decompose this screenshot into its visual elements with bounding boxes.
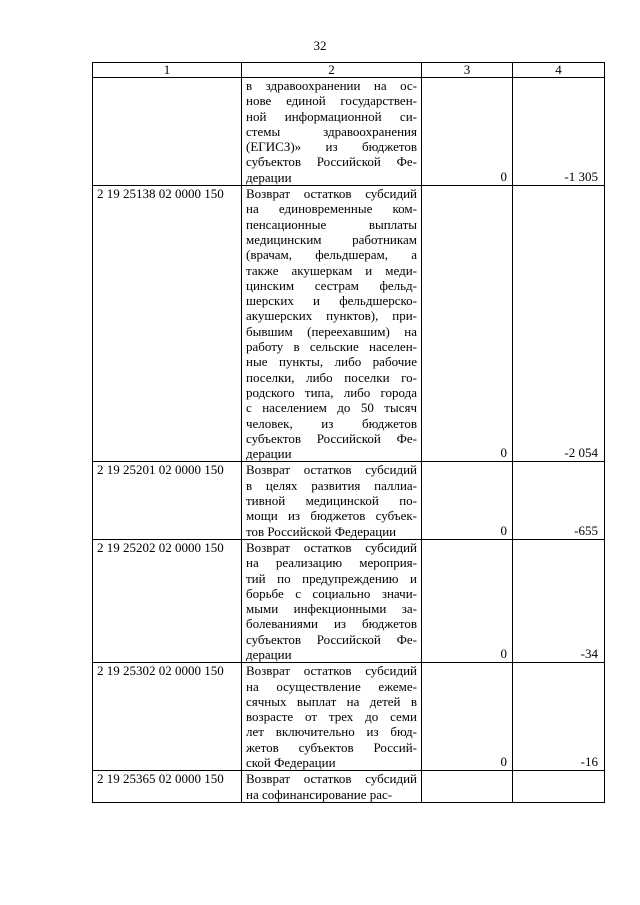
description-line: мыми инфекционными за- (246, 601, 417, 617)
budget-table (92, 62, 605, 803)
description-line: Возврат остатков субсидий (246, 186, 417, 202)
table-row (93, 186, 605, 462)
description-line: на единовременные ком- (246, 201, 417, 217)
description-line: тов Российской Федерации (246, 523, 397, 539)
item-description (242, 539, 422, 662)
amount-column-3: 0 (422, 78, 513, 186)
description-line: нове единой государствен- (246, 93, 417, 109)
page-number: 32 (313, 38, 327, 53)
column-header-4: 4 (513, 63, 605, 78)
description-line: субъектов Российской Фе- (246, 430, 417, 446)
table-row (93, 663, 605, 771)
description-line: тий по предупреждению и (246, 570, 417, 586)
description-line: субъектов Российской Фе- (246, 154, 417, 170)
description-line: шерских и фельдшерско- (246, 293, 417, 309)
table-body (93, 78, 605, 803)
classification-code: 2 19 25138 02 0000 150 (93, 186, 242, 462)
amount-column-4: -655 (513, 462, 605, 539)
classification-code (93, 78, 242, 186)
description-line: также акушеркам и меди- (246, 262, 417, 278)
amount-column-3 (422, 771, 513, 803)
description-line: сячных выплат на детей в (246, 693, 417, 709)
column-header-2: 2 (242, 63, 422, 78)
description-line: стемы здравоохранения (246, 123, 417, 139)
description-line: Возврат остатков субсидий (246, 539, 417, 555)
description-line: на реализацию мероприя- (246, 555, 417, 571)
description-line: с населением до 50 тысяч (246, 400, 417, 416)
amount-column-4: -34 (513, 539, 605, 662)
table-row (93, 771, 605, 803)
description-line: тивной медицинской по- (246, 493, 417, 509)
description-line: акушерских пунктов), при- (246, 308, 417, 324)
item-description (242, 663, 422, 771)
description-line: жетов субъектов Россий- (246, 739, 417, 755)
description-line: на осуществление ежеме- (246, 678, 417, 694)
description-line: пенсационные выплаты (246, 216, 417, 232)
description-line: Возврат остатков субсидий (246, 462, 417, 478)
description-line: болеваниями из бюджетов (246, 616, 417, 632)
description-line: (врачам, фельдшерам, а (246, 247, 417, 263)
description-line: лет включительно из бюд- (246, 724, 417, 740)
amount-column-3: 0 (422, 663, 513, 771)
item-description (242, 462, 422, 539)
amount-column-4: -16 (513, 663, 605, 771)
description-line: Возврат остатков субсидий (246, 771, 417, 787)
description-line: цинским сестрам фельд- (246, 277, 417, 293)
item-description (242, 186, 422, 462)
classification-code: 2 19 25202 02 0000 150 (93, 539, 242, 662)
item-description (242, 771, 422, 803)
column-header-3: 3 (422, 63, 513, 78)
classification-code: 2 19 25365 02 0000 150 (93, 771, 242, 803)
description-line: ской Федерации (246, 755, 336, 771)
description-line: дерации (246, 446, 292, 462)
table-row (93, 78, 605, 186)
amount-column-4 (513, 771, 605, 803)
description-line: медицинским работникам (246, 231, 417, 247)
description-line: Возврат остатков субсидий (246, 663, 417, 679)
description-line: поселки, либо поселки го- (246, 369, 417, 385)
description-line: ные пункты, либо рабочие (246, 354, 417, 370)
column-header-1: 1 (93, 63, 242, 78)
amount-column-4: -1 305 (513, 78, 605, 186)
classification-code: 2 19 25302 02 0000 150 (93, 663, 242, 771)
description-line: в здравоохранении на ос- (246, 78, 417, 93)
amount-column-3: 0 (422, 186, 513, 462)
description-line: мощи из бюджетов субъек- (246, 508, 417, 524)
description-line: родского типа, либо города (246, 384, 417, 400)
description-line: бывшим (переехавшим) на (246, 323, 417, 339)
description-line: возрасте от трех до семи (246, 709, 417, 725)
table-row (93, 539, 605, 662)
description-line: субъектов Российской Фе- (246, 631, 417, 647)
description-line: (ЕГИСЗ)» из бюджетов (246, 139, 417, 155)
amount-column-3: 0 (422, 539, 513, 662)
description-line: человек, из бюджетов (246, 415, 417, 431)
description-line: дерации (246, 169, 292, 185)
amount-column-3: 0 (422, 462, 513, 539)
item-description (242, 78, 422, 186)
description-line: дерации (246, 646, 292, 662)
table-header-row (93, 63, 605, 78)
table-row (93, 462, 605, 539)
description-line: на софинансирование рас- (246, 786, 393, 802)
description-line: борьбе с социально значи- (246, 585, 417, 601)
description-line: ной информационной си- (246, 108, 417, 124)
amount-column-4: -2 054 (513, 186, 605, 462)
description-line: в целях развития паллиа- (246, 477, 417, 493)
description-line: работу в сельские населен- (246, 339, 417, 355)
classification-code: 2 19 25201 02 0000 150 (93, 462, 242, 539)
